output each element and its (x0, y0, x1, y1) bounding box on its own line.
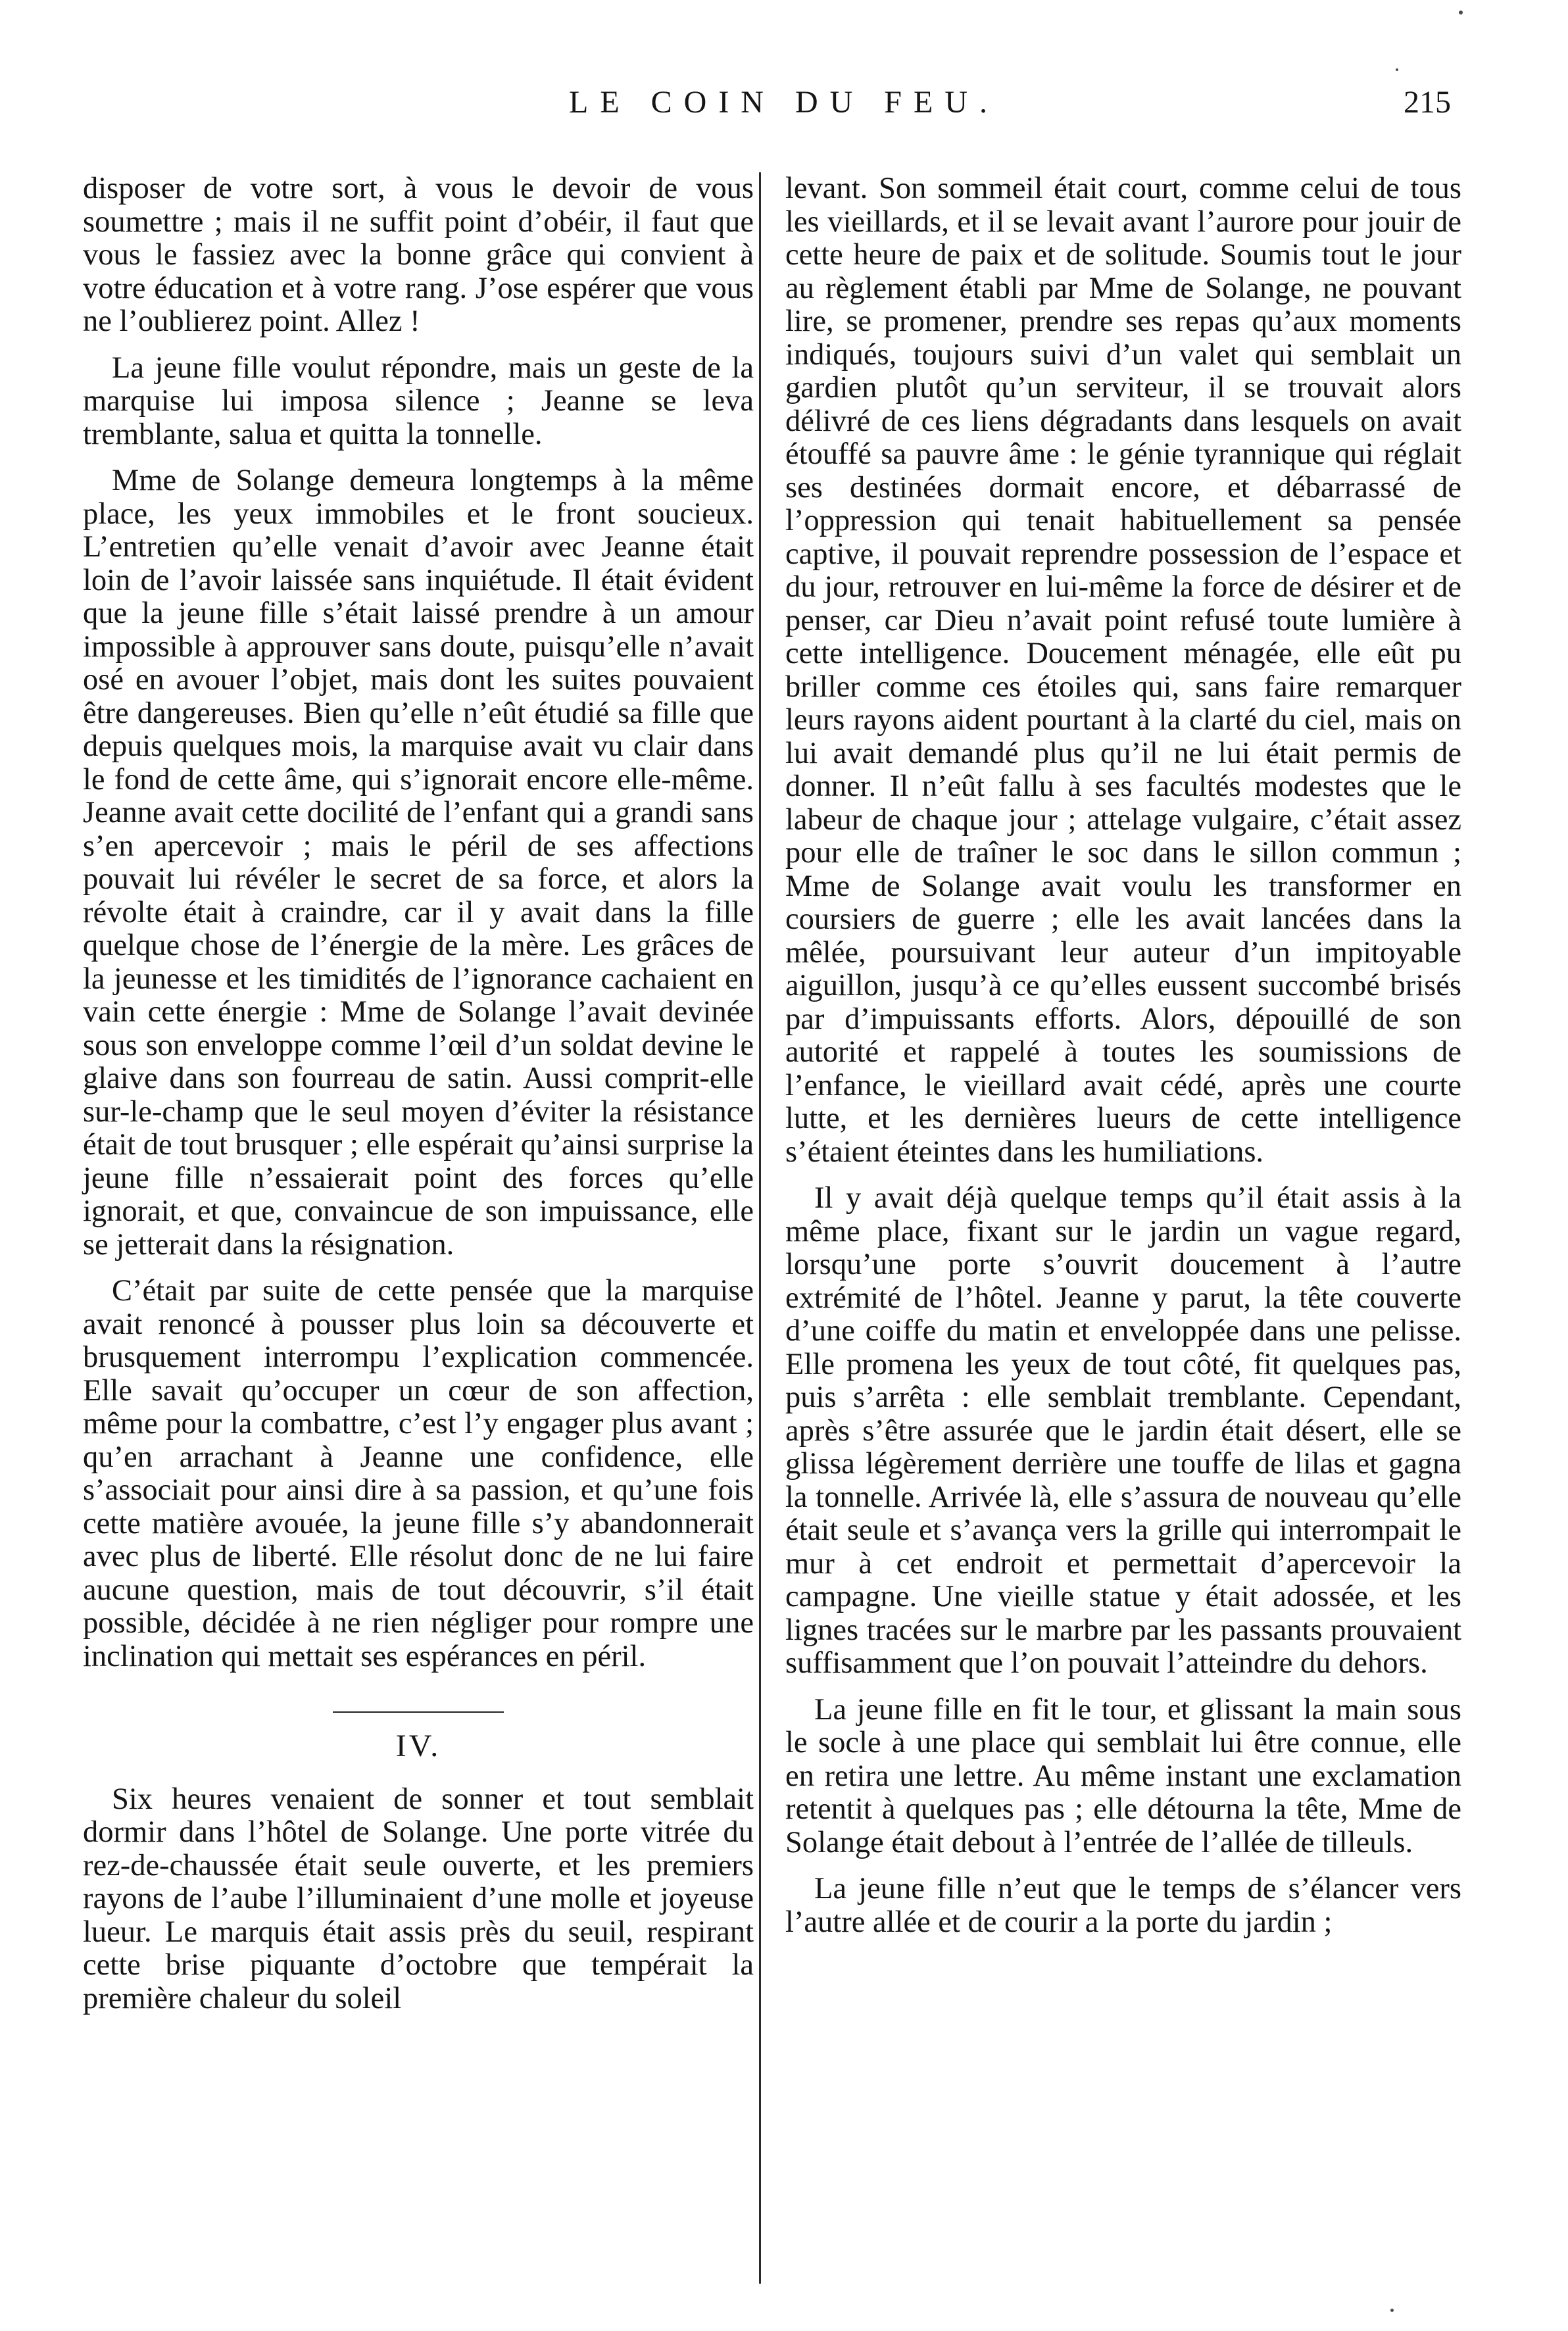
section-separator (333, 1711, 504, 1713)
paragraph: C’était par suite de cette pensée que la marquise avait renoncé à pousser plus loin sa découverte et brusquement interrompu l’explication commencée. Elle savait qu’occuper un cœur de son affection, même pour la combattre, c’est l’y engager plus avant ; qu’en arrachant à Jeanne une confidence, elle s’associait pour ainsi dire à sa passion, et qu’une fois cette matière avouée, la jeune fille s’y abandonnerait avec plus de liberté. Elle résolut donc de ne lui faire aucune question, mais de tout découvrir, s’il était possible, décidée à ne rien négliger pour rompre une inclination qui mettait ses espérances en péril. (83, 1274, 754, 1673)
paragraph: La jeune fille en fit le tour, et glissant la main sous le socle à une place qui semblait lui être connue, elle en retira une lettre. Au même instant une exclamation retentit à quelques pas ; elle détourna la tête, Mme de Solange était debout à l’entrée de l’allée de tilleuls. (785, 1692, 1461, 1859)
section-heading: IV. (395, 1729, 441, 1763)
paragraph: Mme de Solange demeura longtemps à la même place, les yeux immobiles et le front soucieux. L’entretien qu’elle venait d’avoir avec Jeanne était loin de l’avoir laissée sans inquiétude. Il était évident que la jeune fille s’était laissé prendre à un amour impossible à approuver sans doute, puisqu’elle n’avait osé en avouer l’objet, mais dont les suites pouvaient être dangereuses. Bien qu’elle n’eût étudié sa fille que depuis quelques mois, la marquise avait vu clair dans le fond de cette âme, qui s’ignorait encore elle-même. Jeanne avait cette docilité de l’enfant qui a grandi sans s’en apercevoir ; mais le péril de ses affections pouvait lui révéler le secret de sa force, et alors la révolte était à craindre, car il y avait dans la fille quelque chose de l’énergie de la mère. Les grâces de la jeunesse et les timidités de l’ignorance cachaient en vain cette énergie : Mme de Solange l’avait devinée sous son enveloppe comme l’œil d’un soldat devine le glaive dans son fourreau de satin. Aussi comprit-elle sur-le-champ que le seul moyen d’éviter la résistance était de tout brusquer ; elle espérait qu’ainsi surprise la jeune fille n’essaierait point des forces qu’elle ignorait, et que, convaincue de son impuissance, elle se jetterait dans la résignation. (83, 464, 754, 1262)
running-title: LE COIN DU FEU. (569, 85, 999, 120)
column-rule (759, 172, 761, 2284)
paragraph: La jeune fille voulut répondre, mais un geste de la marquise lui imposa silence ; Jeanne se leva tremblante, salua et quitta la tonnelle. (83, 351, 754, 451)
paragraph: disposer de votre sort, à vous le devoir de vous soumettre ; mais il ne suffit point d’obéir, il faut que vous le fassiez avec la bonne grâce qui convient à votre éducation et à votre rang. J’ose espérer que vous ne l’oublierez point. Allez ! (83, 172, 754, 338)
paragraph: Six heures venaient de sonner et tout semblait dormir dans l’hôtel de Solange. Une porte vitrée du rez-de-chaussée était seule ouverte, et les premiers rayons de l’aube l’illuminaient d’une molle et joyeuse lueur. Le marquis était assis près du seuil, respirant cette brise piquante d’octobre que tempérait la première chaleur du soleil (83, 1782, 754, 2015)
left-column (83, 172, 754, 2015)
paragraph: levant. Son sommeil était court, comme celui de tous les vieillards, et il se levait avant l’aurore pour jouir de cette heure de paix et de solitude. Soumis tout le jour au règlement établi par Mme de Solange, ne pouvant lire, se promener, prendre ses repas qu’aux moments indiqués, toujours suivi d’un valet qui semblait un gardien plutôt qu’un serviteur, il se trouvait alors délivré de ces liens dégradants dans lesquels on avait étouffé sa pauvre âme : le génie tyrannique qui réglait ses destinées dormait encore, et débarrassé de l’oppression qui tenait habituellement sa pensée captive, il pouvait reprendre possession de l’espace et du jour, retrouver en lui-même la force de désirer et de penser, car Dieu n’avait point refusé toute lumière à cette intelligence. Doucement ménagée, elle eût pu briller comme ces étoiles qui, sans faire remarquer leurs rayons aident pourtant à la clarté du ciel, mais on lui avait demandé plus qu’il ne lui était permis de donner. Il n’eût fallu à ses facultés modestes que le labeur de chaque jour ; attelage vulgaire, c’était assez pour elle de traîner le soc dans le sillon commun ; Mme de Solange avait voulu les transformer en coursiers de guerre ; elle les avait lancées dans la mêlée, poursuivant leur auteur d’un impitoyable aiguillon, jusqu’à ce qu’elles eussent succombé brisés par d’impuissants efforts. Alors, dépouillé de son autorité et rappelé à toutes les soumissions de l’enfance, le vieillard avait cédé, après une courte lutte, et les dernières lueurs de cette intelligence s’étaient éteintes dans les humiliations. (785, 172, 1461, 1169)
print-speck (1390, 2309, 1394, 2312)
print-speck (1459, 11, 1463, 14)
paragraph: La jeune fille n’eut que le temps de s’élancer vers l’autre allée et de courir a la porte du jardin ; (785, 1872, 1461, 1939)
page-header (86, 84, 1482, 137)
paragraph: Il y avait déjà quelque temps qu’il était assis à la même place, fixant sur le jardin un vague regard, lorsqu’une porte s’ouvrit doucement à l’autre extrémité de l’hôtel. Jeanne y parut, la tête couverte d’une coiffe du matin et enveloppée dans une pelisse. Elle promena les yeux de tout côté, fit quelques pas, puis s’arrêta : elle semblait tremblante. Cependant, après s’être assurée que le jardin était désert, elle se glissa légèrement derrière une touffe de lilas et gagna la tonnelle. Arrivée là, elle s’assura de nouveau qu’elle était seule et s’avança vers la grille qui interrompait le mur à cet endroit et permettait d’apercevoir la campagne. Une vieille statue y était adossée, et les lignes tracées sur le marbre par les passants prouvaient suffisamment que l’on pouvait l’atteindre du dehors. (785, 1181, 1461, 1680)
right-column (785, 172, 1461, 1939)
page-number: 215 (1404, 85, 1451, 120)
print-speck (1396, 68, 1398, 71)
